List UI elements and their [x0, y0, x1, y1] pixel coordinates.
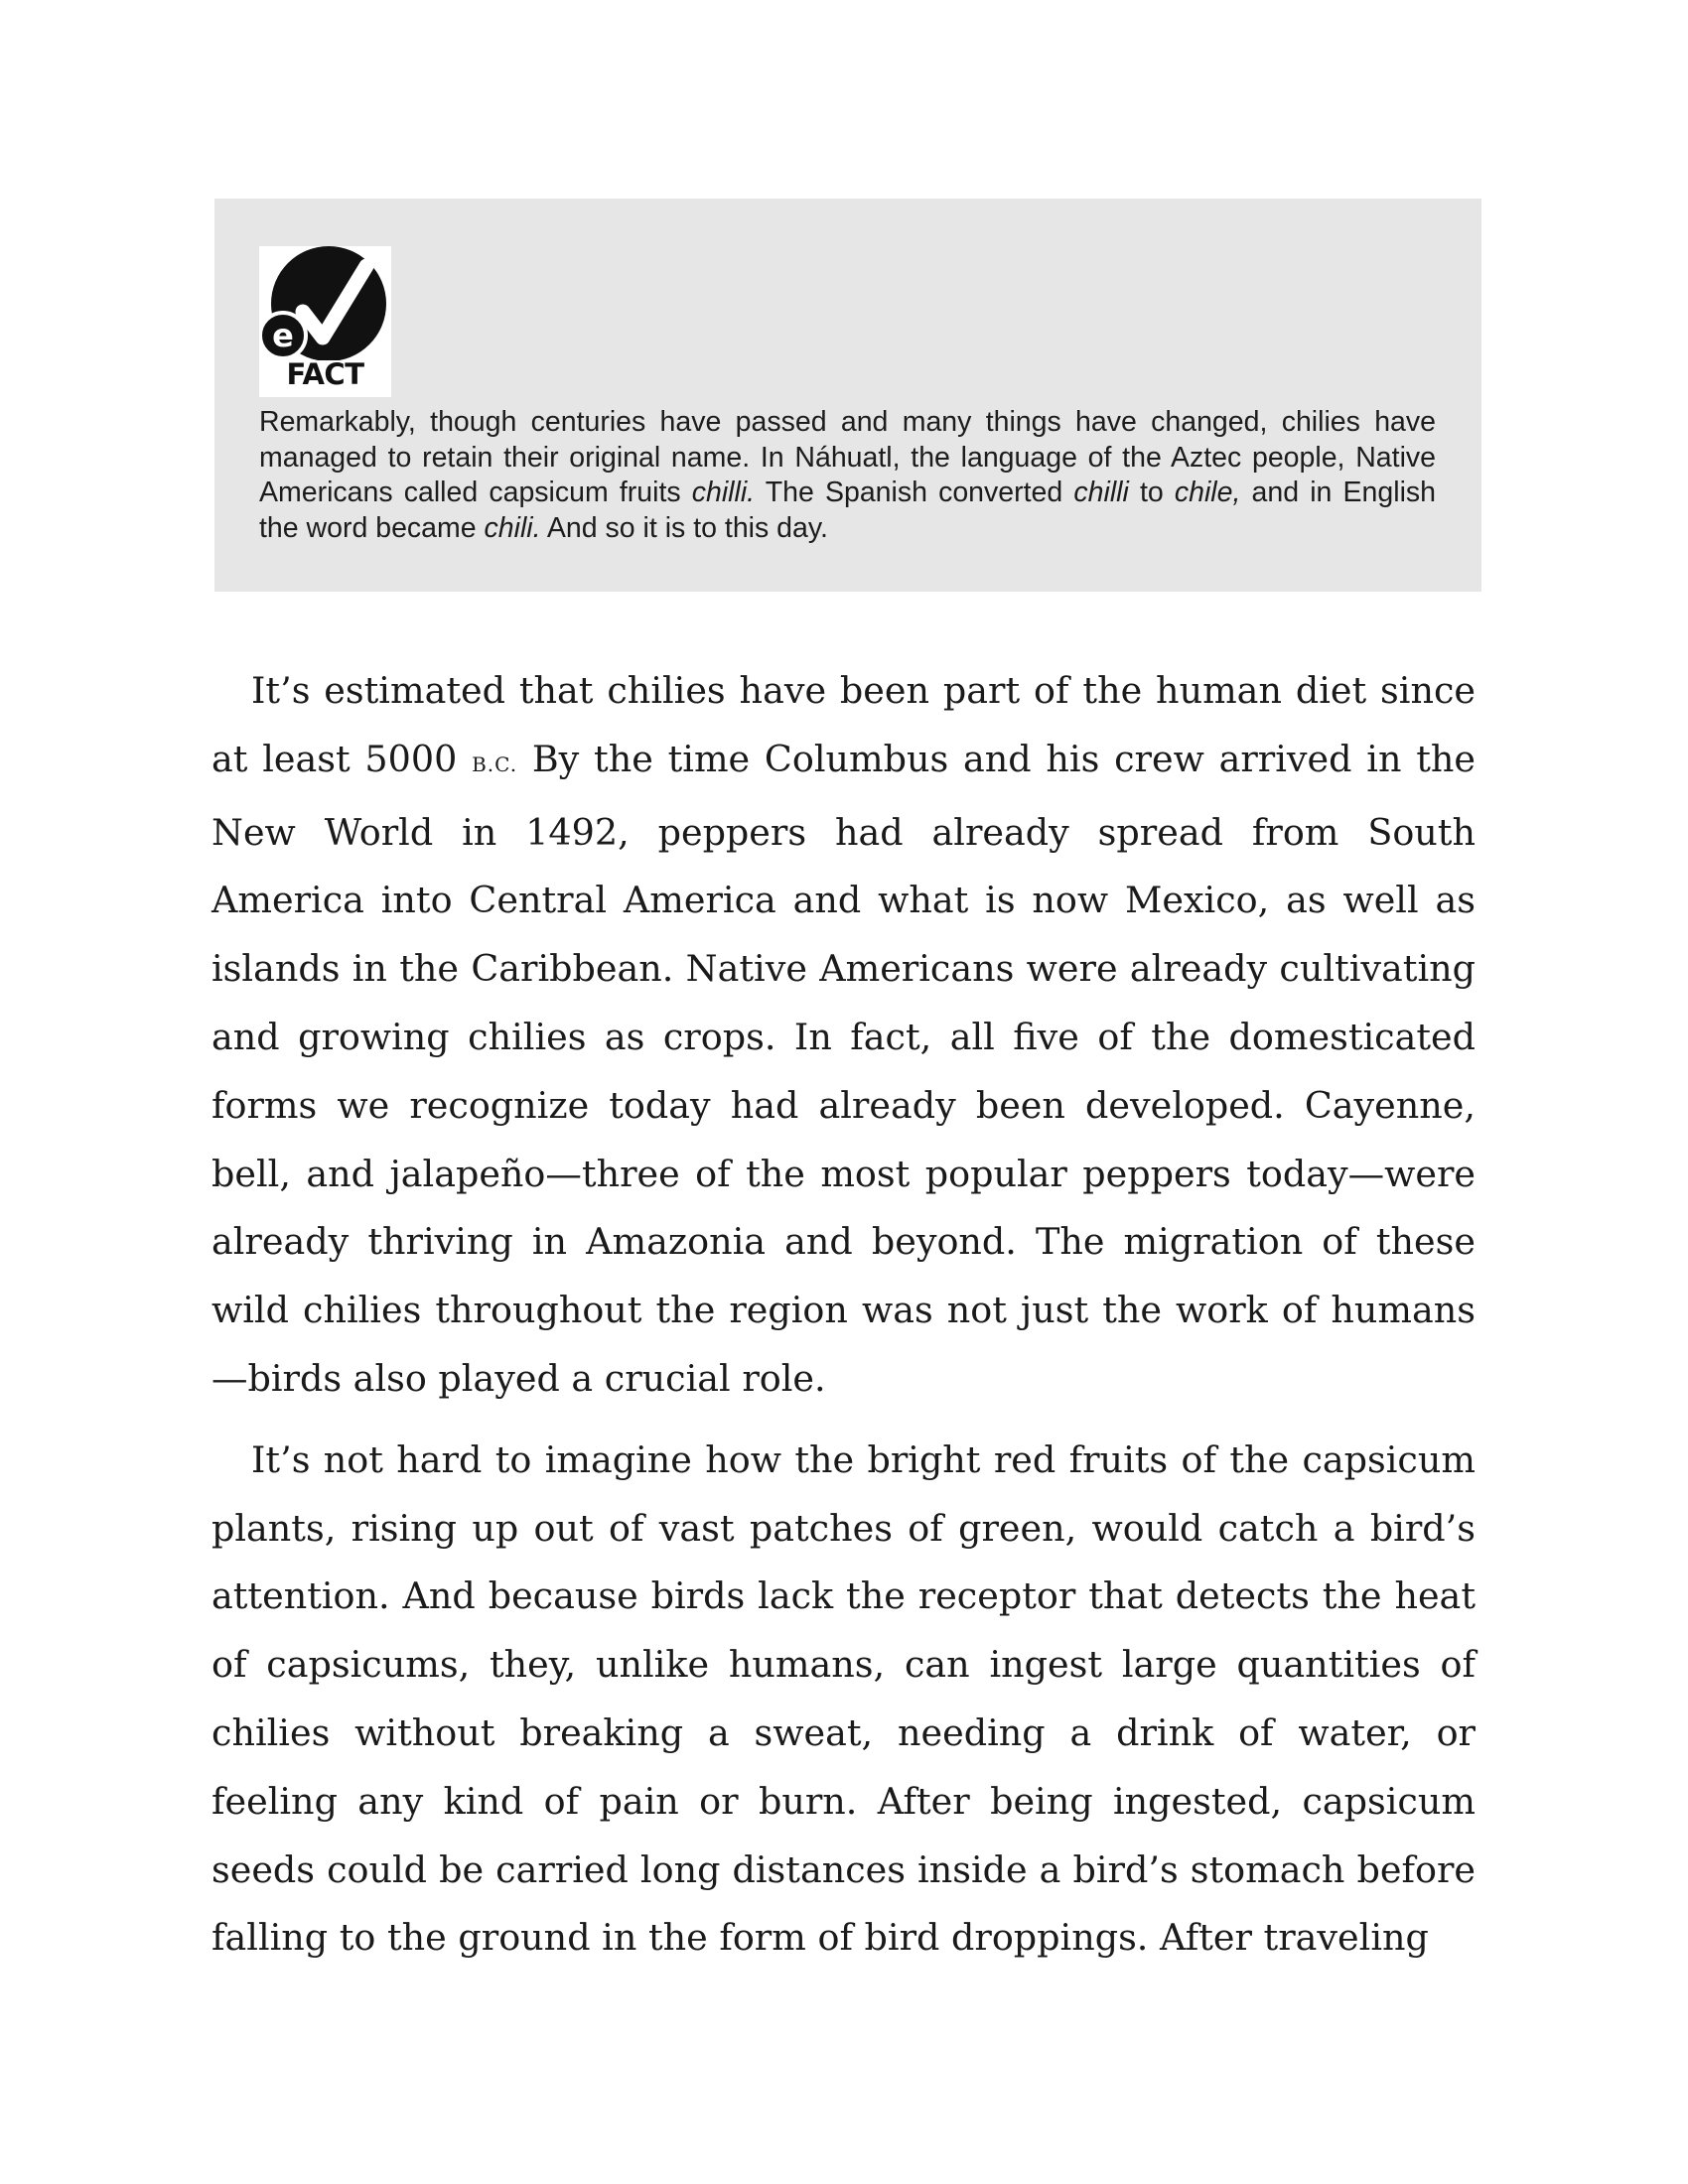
checkmark-icon — [259, 246, 391, 360]
fact-italic-term: chilli. — [691, 477, 756, 508]
fact-logo-label: FACT — [286, 357, 364, 391]
logo-letter: e — [272, 317, 294, 354]
fact-italic-term: chilli — [1073, 477, 1129, 508]
fact-text-segment: to — [1128, 477, 1175, 508]
paragraph-text: It’s estimated that chilies have been part of the human diet since at least 5000 — [211, 669, 1476, 780]
fact-text-segment: Remarkably, though centuries have passed and many things have changed, chilies have managed to retain their original name. In Náhuatl, the language of the Aztec people, Native Americans called capsicum fruits — [259, 406, 1436, 508]
fact-italic-term: chile, — [1174, 477, 1241, 508]
fact-text-segment: and in English the word became — [259, 477, 1437, 544]
fact-logo — [259, 246, 391, 397]
fact-sidebar-box — [214, 199, 1481, 592]
fact-italic-term: chili. — [484, 511, 541, 544]
paragraph-text: By the time Columbus and his crew arrived in the New World in 1492, peppers had already spread from South America into Central America and what is now Mexico, as well as islands in the Caribbean. Native Americans were already cultivating and growing chilies as crops. In fact, all five of the domesticated forms we recognize today had already been developed. Cayenne, bell, and jalapeño—three of the most popular peppers today—were already thriving in Amazonia and beyond. The migration of these wild chilies throughout the region was not just the work of humans —birds also played a crucial role. — [211, 737, 1476, 1400]
body-paragraph-1 — [211, 657, 1476, 1414]
era-abbreviation: B.C. — [472, 751, 518, 776]
fact-text-segment: The Spanish converted — [755, 477, 1074, 508]
fact-text — [259, 405, 1436, 546]
body-paragraph-2: It’s not hard to imagine how the bright red fruits of the capsicum plants, rising up out of vast patches of green, would catch a bird’s attention. And because birds lack the receptor that detects the heat of capsicums, they, unlike humans, can ingest large quantities of chilies without breaking a sweat, needing a drink of water, or feeling any kind of pain or burn. After being ingested, capsicum seeds could be carried long distances inside a bird’s stomach before falling to the ground in the form of bird droppings. After traveling — [211, 1437, 1476, 1960]
fact-text-segment: And so it is to this day. — [540, 511, 828, 544]
body-text — [211, 657, 1476, 1973]
